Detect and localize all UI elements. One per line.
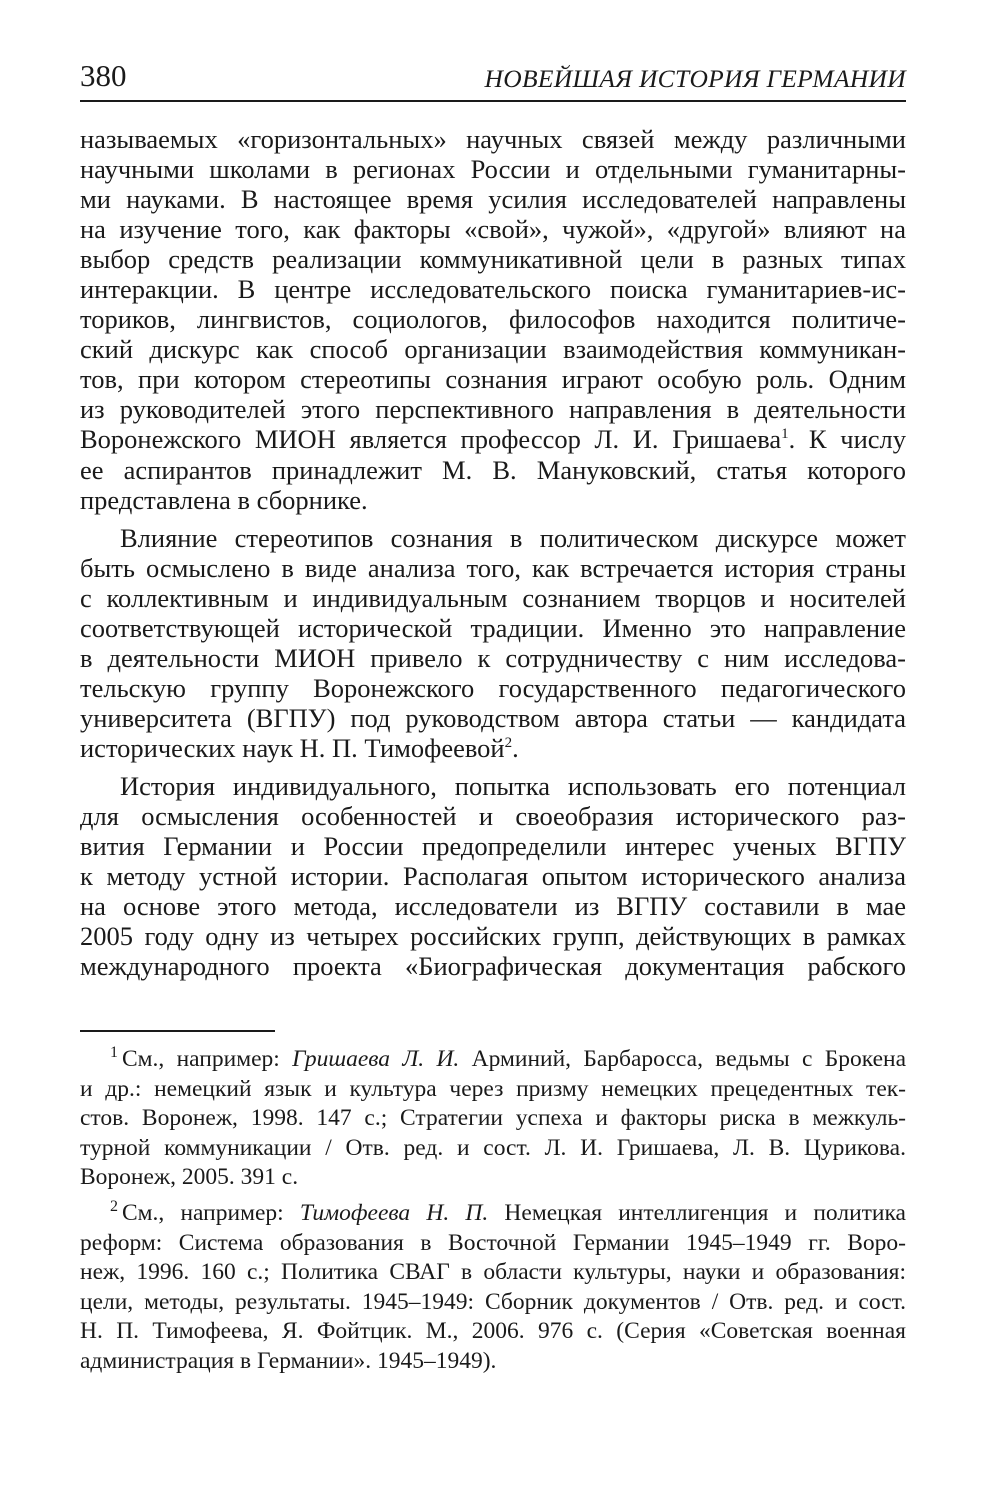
text-line: на изучение того, как факторы «свой», чужой», «другой» влияют на	[80, 214, 906, 245]
text-line: тельскую группу Воронежского государственного педагогического	[80, 672, 906, 703]
text-line: Влияние стереотипов сознания в политическом дискурсе может	[120, 522, 906, 553]
text-segment: исторических наук Н. П. Тимофеевой	[80, 732, 505, 763]
text-segment: .	[512, 732, 519, 763]
text-line: называемых «горизонтальных» научных связей между различными	[80, 124, 906, 154]
paragraph	[80, 124, 906, 515]
footnote-line	[80, 1045, 906, 1075]
text-line: ми науками. В настоящее время усилия исследователей направлены	[80, 184, 906, 215]
footnote-line: турной коммуникации / Отв. ред. и сост. Л. И. Гришаева, Л. В. Цурикова.	[80, 1134, 906, 1161]
text-line: ее аспирантов принадлежит М. В. Мануковский, статья которого	[80, 454, 906, 485]
footnote-line: неж, 1996. 160 с.; Политика СВАГ в области культуры, науки и образования:	[80, 1259, 906, 1286]
text-line: ториков, лингвистов, социологов, философов находится политиче-	[80, 304, 906, 335]
text-line: из руководителей этого перспективного направления в деятельности	[80, 394, 906, 425]
text-line: 2005 году одну из четырех российских групп, действующих в рамках	[80, 921, 906, 952]
footnote-line: стов. Воронеж, 1998. 147 с.; Стратегии успеха и факторы риска в межкуль-	[80, 1105, 906, 1132]
footnote-line: реформ: Система образования в Восточной Германии 1945–1949 гг. Воро-	[80, 1229, 906, 1256]
text-line: университета (ВГПУ) под руководством автора статьи — кандидата	[80, 702, 906, 733]
text-line: к методу устной истории. Располагая опытом исторического анализа	[80, 861, 906, 892]
text-line: с коллективным и индивидуальным сознанием творцов и носителей	[80, 582, 906, 613]
text-line: соответствующей исторической традиции. Именно это направление	[80, 612, 906, 643]
footnote-author: Гришаева Л. И.	[292, 1046, 460, 1072]
text-line: тов, при котором стереотипы сознания играют особую роль. Одним	[80, 364, 906, 395]
text-line	[80, 733, 906, 763]
page-number: 380	[80, 58, 127, 93]
text-line: ский дискурс как способ организации взаимодействия коммуникан-	[80, 334, 906, 365]
paragraph	[80, 771, 906, 981]
footnote-line: и др.: немецкий язык и культура через призму немецких прецедентных тек-	[80, 1075, 906, 1102]
footnote	[80, 1199, 906, 1377]
footnote-line: Н. П. Тимофеева, Я. Фойтцик. М., 2006. 976 с. (Серия «Советская военная	[80, 1318, 906, 1345]
text-line: представлена в сборнике.	[80, 484, 368, 515]
text-segment: См., например:	[122, 1199, 300, 1226]
footnote-mark: 2	[110, 1198, 118, 1215]
footnote-line: Воронеж, 2005. 391 с.	[80, 1164, 299, 1191]
footnotes	[80, 1045, 906, 1377]
text-line: для осмысления особенностей и своеобразия исторического раз-	[80, 801, 906, 832]
text-line: международного проекта «Биографическая документация рабского	[80, 951, 906, 982]
footnote-ref: 2	[504, 734, 513, 751]
text-line: вития Германии и России предопределили интерес ученых ВГПУ	[80, 831, 906, 862]
footnote	[80, 1045, 906, 1193]
text-line: в деятельности МИОН привело к сотрудничеству с ним исследова-	[80, 642, 906, 673]
footnote-line: администрация в Германии». 1945–1949).	[80, 1347, 497, 1374]
text-segment: Воронежского МИОН является профессор Л. И. Гришаева	[80, 424, 782, 455]
page-header	[80, 56, 906, 102]
text-line: научными школами в регионах России и отдельными гуманитарны-	[80, 154, 906, 185]
footnote-ref: 1	[781, 426, 789, 443]
footnote-mark: 1	[110, 1045, 118, 1061]
text-segment: Немецкая интеллигенция и политика	[488, 1199, 906, 1226]
text-line	[80, 424, 906, 454]
running-title: НОВЕЙШАЯ ИСТОРИЯ ГЕРМАНИИ	[484, 64, 906, 93]
footnote-author: Тимофеева Н. П.	[299, 1199, 489, 1226]
text-segment: . К числу	[788, 424, 906, 455]
footnote-separator	[80, 1030, 275, 1032]
footnote-line: цели, методы, результаты. 1945–1949: Сборник документов / Отв. ред. и сост.	[80, 1288, 906, 1315]
text-line: История индивидуального, попытка использовать его потенциал	[120, 770, 906, 801]
text-line: выбор средств реализации коммуникативной цели в разных типах	[80, 244, 906, 275]
text-line: интеракции. В центре исследовательского поиска гуманитариев-ис-	[80, 274, 906, 305]
text-line: быть осмыслено в виде анализа того, как встречается история страны	[80, 552, 906, 583]
text-segment: Арминий, Барбаросса, ведьмы с Брокена	[459, 1046, 906, 1072]
paragraph	[80, 523, 906, 763]
text-segment: См., например:	[122, 1046, 293, 1072]
text-line: на основе этого метода, исследователи из ВГПУ составили в мае	[80, 891, 906, 922]
main-text	[80, 124, 906, 981]
footnote-line	[80, 1199, 906, 1229]
